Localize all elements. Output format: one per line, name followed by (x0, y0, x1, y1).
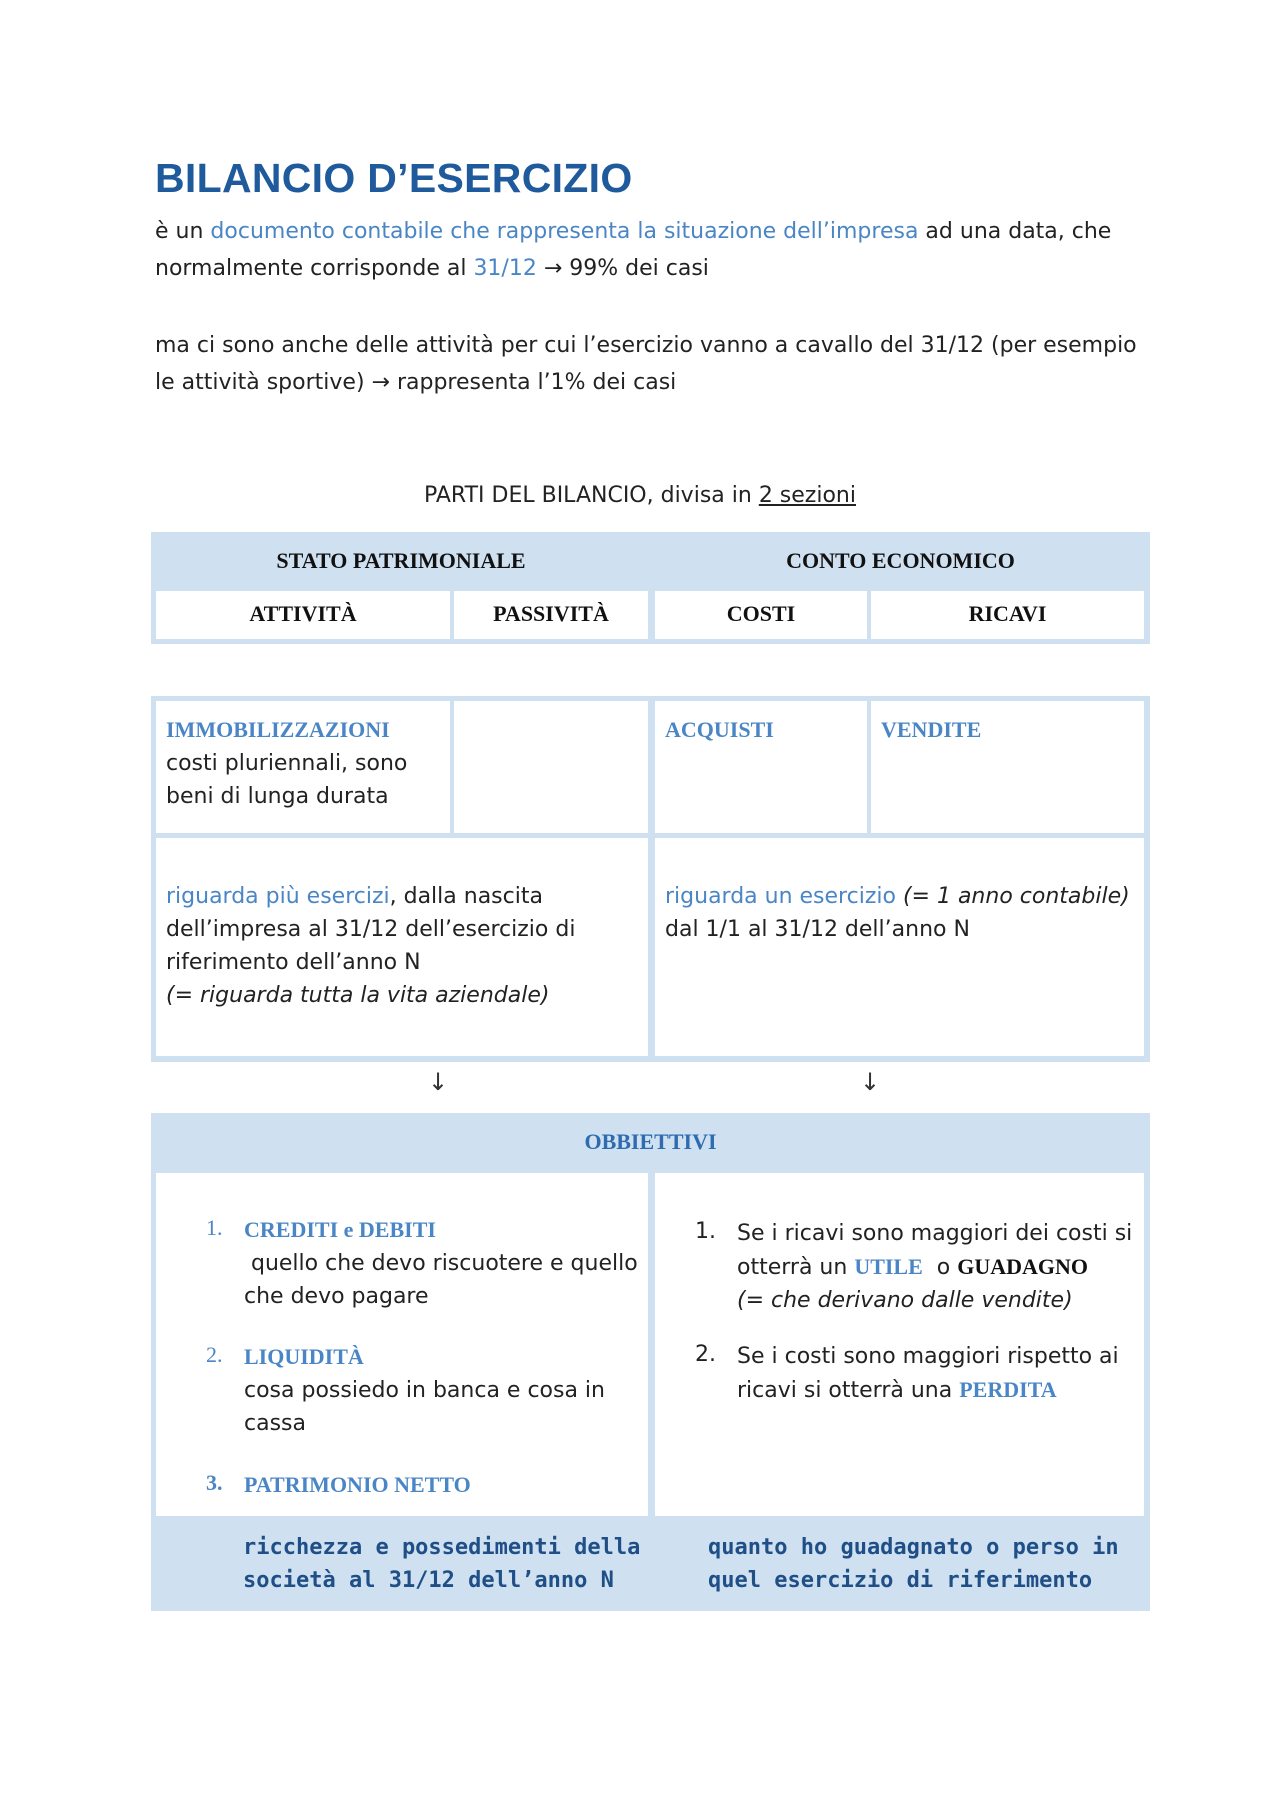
attivita-cell (156, 591, 450, 639)
section-heading-text: PARTI DEL BILANCIO, divisa in (424, 483, 759, 508)
perdita-text: Se i costi sono maggiori rispetto ai (737, 1344, 1119, 1369)
liquidita-text: cosa possiedo in banca e cosa in (244, 1378, 605, 1403)
liquidita-text: cassa (244, 1411, 306, 1436)
conto-summary-line: quanto ho guadagnato o perso in (708, 1535, 1119, 1560)
attivita-label: ATTIVITÀ (249, 601, 357, 626)
costi-label: COSTI (726, 601, 796, 626)
list-item (244, 1340, 605, 1440)
intro-paragraph-1 (155, 213, 1111, 287)
intro-text: è un (155, 219, 211, 244)
perdita-text: ricavi si otterrà una (737, 1378, 960, 1403)
ricavi-label: RICAVI (968, 601, 1047, 626)
stato-summary-line: ricchezza e possedimenti della (243, 1535, 641, 1560)
section-heading (0, 483, 1280, 508)
conto-text: dal 1/1 al 31/12 dell’anno N (665, 917, 970, 942)
objectives-header: OBBIETTIVI (584, 1129, 717, 1154)
list-number: 1. (695, 1219, 716, 1244)
conto-description-cell (655, 838, 1144, 1056)
immobilizzazioni-text: beni di lunga durata (166, 784, 389, 809)
utile-text: otterrà un (737, 1255, 855, 1280)
utile-italic-note: (= che derivano dalle vendite) (737, 1288, 1073, 1313)
passivita-label: PASSIVITÀ (493, 601, 609, 626)
header-table (151, 532, 1150, 644)
vendite-title: VENDITE (881, 717, 982, 742)
stato-highlight: riguarda più esercizi (166, 884, 390, 909)
conto-economico-header: CONTO ECONOMICO (786, 548, 1015, 573)
stato-text: riferimento dell’anno N (166, 950, 421, 975)
stato-summary-line: società al 31/12 dell’anno N (243, 1568, 614, 1593)
list-item (737, 1217, 1132, 1317)
list-number: 3. (206, 1470, 223, 1495)
intro-text: normalmente corrisponde al (155, 256, 474, 281)
ricavi-cell (871, 591, 1144, 639)
section-heading-underlined: 2 sezioni (758, 483, 856, 508)
crediti-debiti-title: CREDITI e DEBITI (244, 1217, 436, 1242)
crediti-debiti-text: che devo pagare (244, 1284, 429, 1309)
costi-cell (655, 591, 867, 639)
intro-text: ad una data, che (918, 219, 1112, 244)
list-item (244, 1213, 638, 1313)
intro-paragraph-2 (155, 327, 1137, 401)
detail-table (151, 696, 1150, 1062)
conto-objectives-cell (655, 1173, 1144, 1516)
patrimonio-netto-title: PATRIMONIO NETTO (244, 1472, 471, 1497)
conto-summary (708, 1531, 1119, 1597)
down-arrow-icon: ↓ (428, 1068, 449, 1096)
list-number: 1. (206, 1215, 223, 1240)
utile-text: Se i ricavi sono maggiori dei costi si (737, 1221, 1133, 1246)
down-arrow-icon: ↓ (860, 1068, 881, 1096)
acquisti-title: ACQUISTI (665, 717, 774, 742)
stato-text: dell’impresa al 31/12 dell’esercizio di (166, 917, 576, 942)
list-item (737, 1340, 1119, 1407)
stato-text: , dalla nascita (389, 884, 543, 909)
objectives-table (151, 1113, 1150, 1611)
liquidita-title: LIQUIDITÀ (244, 1344, 364, 1369)
acquisti-cell (655, 701, 867, 833)
stato-italic-note: (= riguarda tutta la vita aziendale) (166, 983, 550, 1008)
stato-patrimoniale-header: STATO PATRIMONIALE (276, 548, 526, 573)
intro-text: → 99% dei casi (536, 256, 709, 281)
guadagno-keyword: GUADAGNO (957, 1254, 1089, 1279)
utile-keyword: UTILE (854, 1254, 923, 1279)
vendite-cell (871, 701, 1144, 833)
immobilizzazioni-cell (156, 701, 450, 833)
crediti-debiti-text: quello che devo riscuotere e quello (244, 1251, 638, 1276)
perdita-keyword: PERDITA (959, 1377, 1057, 1402)
page-title: BILANCIO D’ESERCIZIO (155, 155, 633, 201)
list-number: 2. (206, 1342, 223, 1367)
immobilizzazioni-title: IMMOBILIZZAZIONI (166, 717, 390, 742)
stato-description-cell (156, 838, 648, 1056)
conto-italic-note: (= 1 anno contabile) (895, 884, 1130, 909)
utile-text: o (922, 1255, 958, 1280)
conto-summary-line: quel esercizio di riferimento (708, 1568, 1093, 1593)
intro-text: ma ci sono anche delle attività per cui l’esercizio vanno a cavallo del 31/12 (per esempio (155, 333, 1137, 358)
list-number: 2. (695, 1342, 716, 1367)
passivita-empty-cell (454, 701, 648, 833)
intro-date-highlight: 31/12 (473, 256, 537, 281)
intro-text: le attività sportive) → rappresenta l’1% dei casi (155, 370, 677, 395)
conto-highlight: riguarda un esercizio (665, 884, 896, 909)
stato-summary (243, 1531, 640, 1597)
immobilizzazioni-text: costi pluriennali, sono (166, 751, 408, 776)
intro-highlight: documento contabile che rappresenta la situazione dell’impresa (210, 219, 919, 244)
stato-objectives-cell (156, 1173, 648, 1516)
passivita-cell (454, 591, 648, 639)
